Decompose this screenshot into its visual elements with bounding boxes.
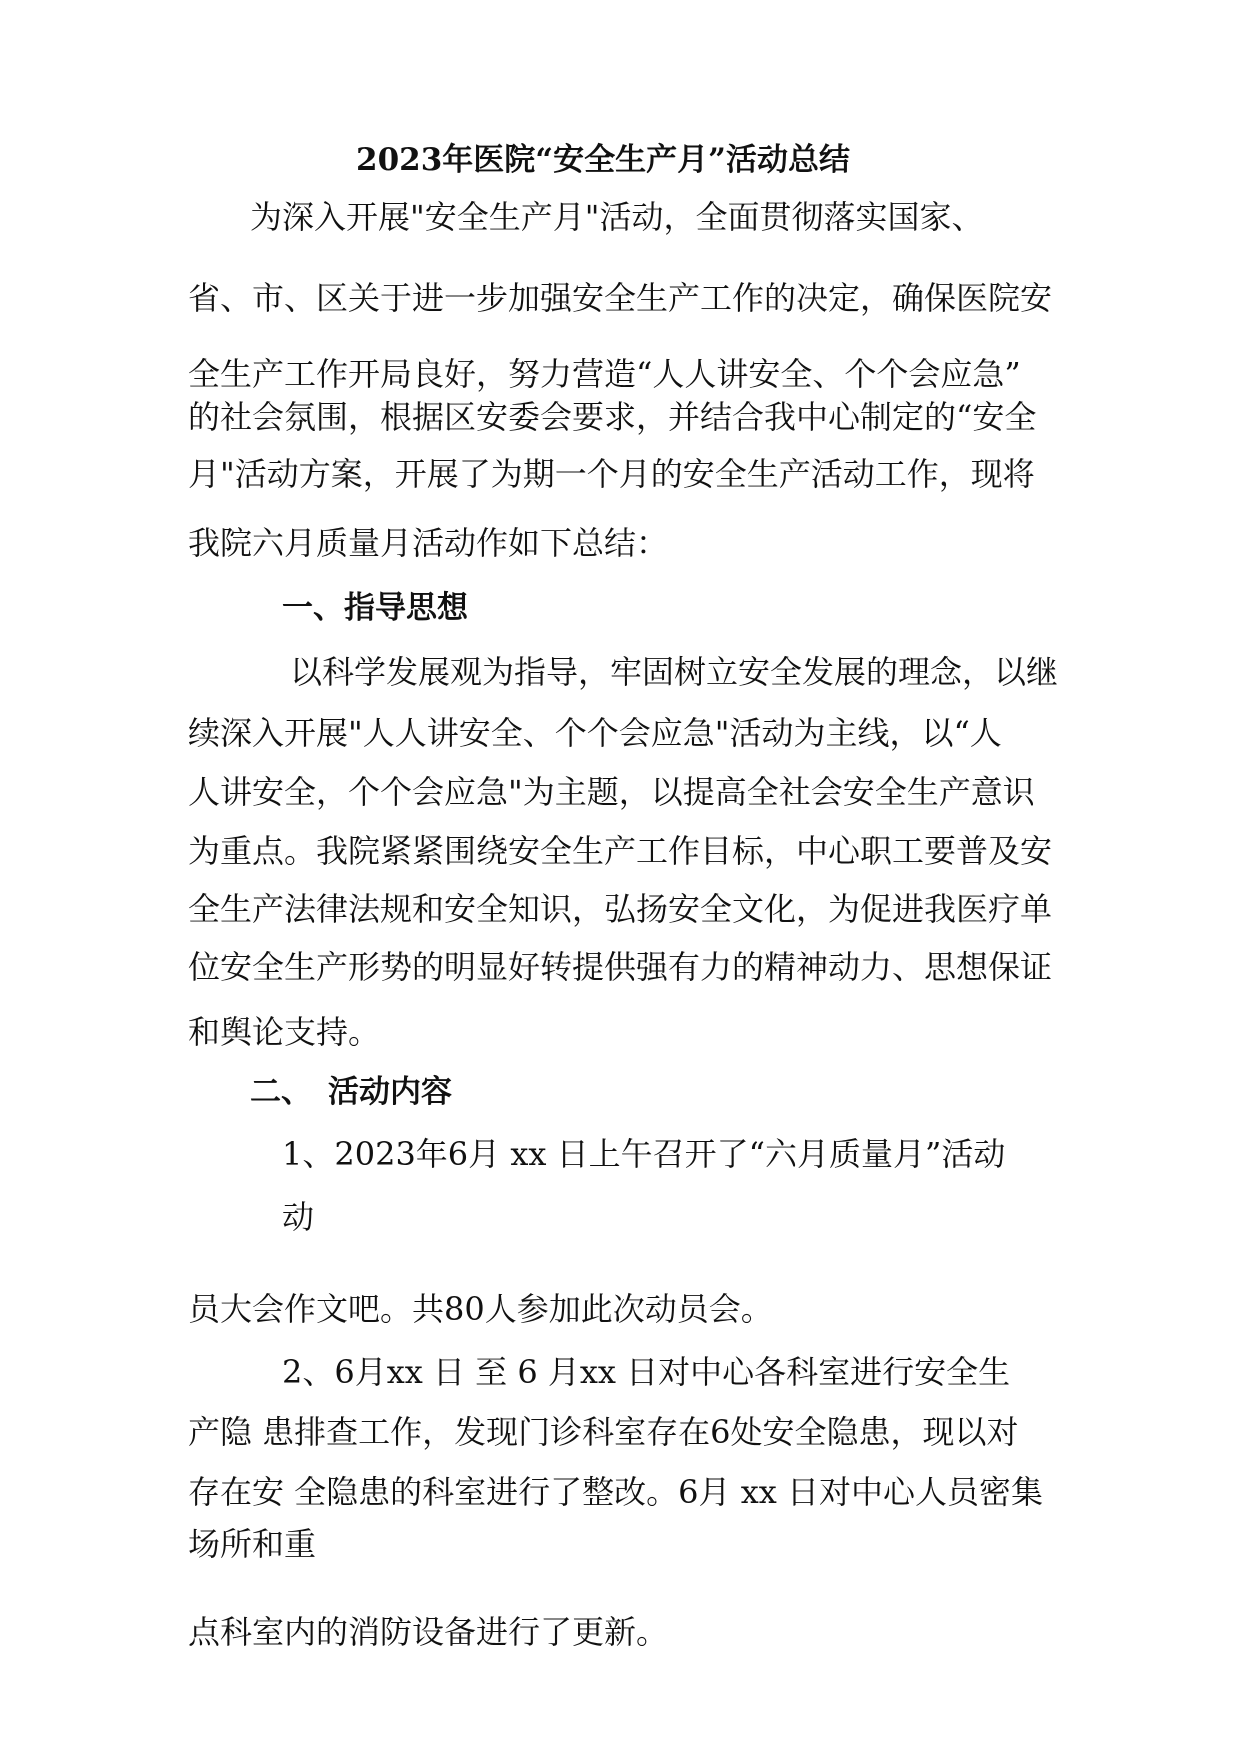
section2-heading-text: 活动内容 xyxy=(328,1074,452,1110)
section1-line: 以科学发展观为指导，牢固树立安全发展的理念，以继 xyxy=(290,653,1059,691)
section1-line: 和舆论支持。 xyxy=(188,1013,381,1051)
intro-line: 全生产工作开局良好，努力营造“人人讲安全、个个会应急” xyxy=(188,355,1021,393)
section2-line: 员大会作文吧。共80人参加此次动员会。 xyxy=(188,1290,773,1328)
section2-line: 动 xyxy=(282,1198,315,1236)
section2-line: 产隐 患排查工作，发现门诊科室存在6处安全隐患，现以对 xyxy=(188,1413,1019,1451)
intro-line: 为深入开展"安全生产月"活动，全面贯彻落实国家、 xyxy=(250,198,984,236)
section1-heading: 一、指导思想 xyxy=(282,590,468,626)
section1-line: 为重点。我院紧紧围绕安全生产工作目标，中心职工要普及安 xyxy=(188,832,1053,870)
section2-line: 1、2023年6月 xx 日上午召开了“六月质量月”活动 xyxy=(282,1135,1006,1173)
section2-heading-number: 二、 xyxy=(250,1074,312,1110)
intro-line: 月"活动方案，开展了为期一个月的安全生产活动工作，现将 xyxy=(188,455,1035,493)
intro-line: 我院六月质量月活动作如下总结： xyxy=(188,524,669,562)
intro-line: 的社会氛围，根据区安委会要求，并结合我中心制定的“安全 xyxy=(188,398,1037,436)
section1-line: 全生产法律法规和安全知识，弘扬安全文化，为促进我医疗单 xyxy=(188,890,1053,928)
section2-line: 点科室内的消防设备进行了更新。 xyxy=(188,1613,669,1651)
section1-line: 位安全生产形势的明显好转提供强有力的精神动力、思想保证 xyxy=(188,948,1053,986)
section2-line: 2、6月xx 日 至 6 月xx 日对中心各科室进行安全生 xyxy=(282,1353,1011,1391)
section1-line: 人讲安全，个个会应急"为主题，以提高全社会安全生产意识 xyxy=(188,773,1035,811)
document-title: 2023年医院“安全生产月”活动总结 xyxy=(356,142,850,178)
section2-line: 存在安 全隐患的科室进行了整改。6月 xx 日对中心人员密集 xyxy=(188,1473,1043,1511)
intro-line: 省、市、区关于进一步加强安全生产工作的决定，确保医院安 xyxy=(188,279,1053,317)
section1-line: 续深入开展"人人讲安全、个个会应急"活动为主线，以“人 xyxy=(188,714,1002,752)
section2-line: 场所和重 xyxy=(188,1525,317,1563)
